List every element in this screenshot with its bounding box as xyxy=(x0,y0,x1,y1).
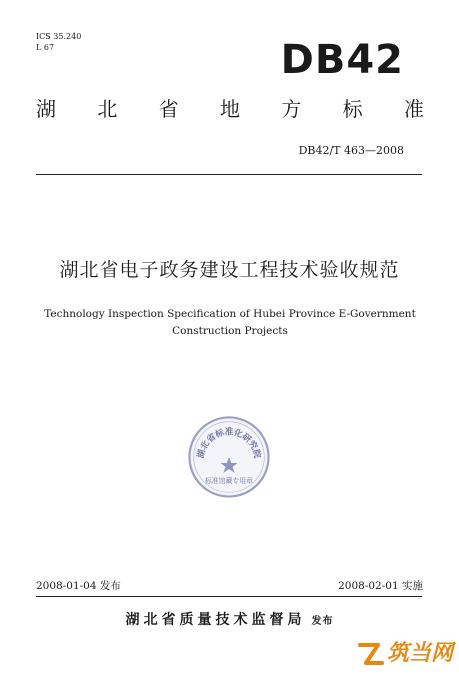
standard-type-char: 地 xyxy=(219,97,240,121)
document-title-chinese: 湖北省电子政务建设工程技术验收规范 xyxy=(59,259,400,281)
standard-type-char: 北 xyxy=(97,97,118,121)
watermark xyxy=(356,638,453,670)
english-title-line: Construction Projects xyxy=(172,325,288,337)
db-code: DB42 xyxy=(280,37,404,83)
watermark-text: 筑当网 xyxy=(386,641,453,666)
publisher-suffix: 发布 xyxy=(311,616,334,627)
issue-date: 2008-01-04 发布 xyxy=(36,580,121,592)
seal-stamp xyxy=(186,414,272,500)
seal-inner-text: 标准馆藏专用章 xyxy=(204,476,254,485)
seal-arc-text: 湖北省标准化研究院 xyxy=(196,427,262,460)
standard-number: DB42/T 463—2008 xyxy=(298,144,404,157)
standard-type-char: 准 xyxy=(403,97,424,121)
standard-type-char: 标 xyxy=(342,97,363,121)
header-divider xyxy=(36,174,422,175)
ics-code: ICS 35.240 xyxy=(36,32,82,41)
document-title-english xyxy=(40,306,420,340)
ccs-code: L 67 xyxy=(36,43,55,52)
standard-type-char: 方 xyxy=(281,97,302,121)
publisher-name: 湖北省质量技术监督局 xyxy=(125,612,306,628)
standard-type-char: 湖 xyxy=(36,97,56,121)
standard-type-char: 省 xyxy=(158,97,179,121)
english-title-line: Technology Inspection Specification of Hubei Province E-Government xyxy=(44,308,416,320)
implement-date: 2008-02-01 实施 xyxy=(338,580,423,592)
footer-divider xyxy=(36,596,422,597)
publisher xyxy=(0,610,459,632)
standard-type xyxy=(36,96,424,122)
zhudang-logo-icon xyxy=(356,639,386,669)
